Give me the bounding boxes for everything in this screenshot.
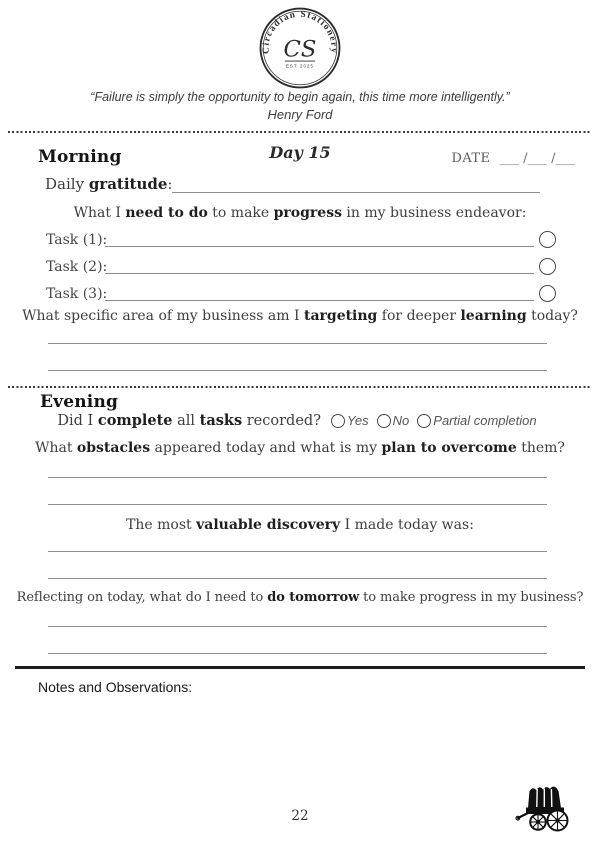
radio-option-no[interactable] [377, 413, 410, 428]
no-radio-label: No [392, 413, 410, 428]
page-number: 22 [291, 808, 309, 824]
brand-stamp-icon [258, 6, 342, 90]
notes-divider-rule [15, 666, 585, 669]
discovery-prompt: The most valuable discovery I made today was: [126, 517, 474, 533]
date-blanks[interactable]: ___ /___ /___ [499, 151, 575, 166]
task-row-3 [46, 284, 556, 301]
targeting-write-line-2[interactable] [48, 370, 547, 371]
complete-tasks-row [0, 412, 600, 429]
discovery-write-line-1[interactable] [48, 551, 547, 552]
task-3-label: Task (3): [46, 286, 108, 302]
gratitude-write-line[interactable] [172, 177, 540, 193]
date-field[interactable] [452, 151, 575, 166]
quote-text: “Failure is simply the opportunity to begin again, this time more intelligently.” [90, 90, 510, 104]
notes-label: Notes and Observations: [38, 679, 193, 695]
yes-radio-circle[interactable] [331, 414, 345, 428]
morning-section-title: Morning [38, 147, 122, 167]
brand-arc-text: Circadian Stationery [260, 8, 340, 55]
gratitude-label: Daily gratitude: [45, 175, 173, 193]
task-2-write-line[interactable] [105, 273, 534, 274]
complete-tasks-prompt: Did I complete all tasks recorded? [57, 412, 321, 429]
discovery-write-line-2[interactable] [48, 578, 547, 579]
radio-option-partial[interactable] [417, 413, 536, 428]
partial-radio-circle[interactable] [417, 414, 431, 428]
task-3-write-line[interactable] [105, 300, 534, 301]
task-1-label: Task (1): [46, 232, 108, 248]
reflect-write-line-1[interactable] [48, 626, 547, 627]
reflect-prompt: Reflecting on today, what do I need to do tomorrow to make progress in my business? [16, 590, 584, 605]
targeting-prompt: What specific area of my business am I targeting for deeper learning today? [22, 308, 578, 324]
targeting-write-line-1[interactable] [48, 343, 547, 344]
brand-est-label: EST 2025 [286, 63, 314, 69]
dotted-divider-middle [8, 386, 592, 388]
need-to-do-prompt: What I need to do to make progress in my business endeavor: [73, 205, 527, 221]
task-2-checkbox-circle[interactable] [539, 258, 556, 275]
quote-author: Henry Ford [267, 107, 333, 122]
date-label: DATE [451, 151, 491, 166]
task-1-checkbox-circle[interactable] [539, 231, 556, 248]
task-2-label: Task (2): [46, 259, 108, 275]
task-3-checkbox-circle[interactable] [539, 285, 556, 302]
obstacles-prompt: What obstacles appeared today and what is my plan to overcome them? [35, 440, 565, 456]
task-row-1 [46, 230, 556, 247]
task-row-2 [46, 257, 556, 274]
brand-monogram: CS [283, 36, 317, 63]
task-1-write-line[interactable] [105, 246, 534, 247]
dotted-divider-top [8, 131, 592, 133]
no-radio-circle[interactable] [377, 414, 391, 428]
obstacles-write-line-1[interactable] [48, 477, 547, 478]
gratitude-row [45, 177, 540, 193]
yes-radio-label: Yes [346, 413, 369, 428]
obstacles-write-line-2[interactable] [48, 504, 547, 505]
day-label: Day 15 [269, 143, 331, 162]
evening-section-title: Evening [40, 392, 119, 412]
partial-radio-label: Partial completion [433, 413, 537, 428]
reflect-write-line-2[interactable] [48, 653, 547, 654]
radio-option-yes[interactable] [331, 413, 369, 428]
